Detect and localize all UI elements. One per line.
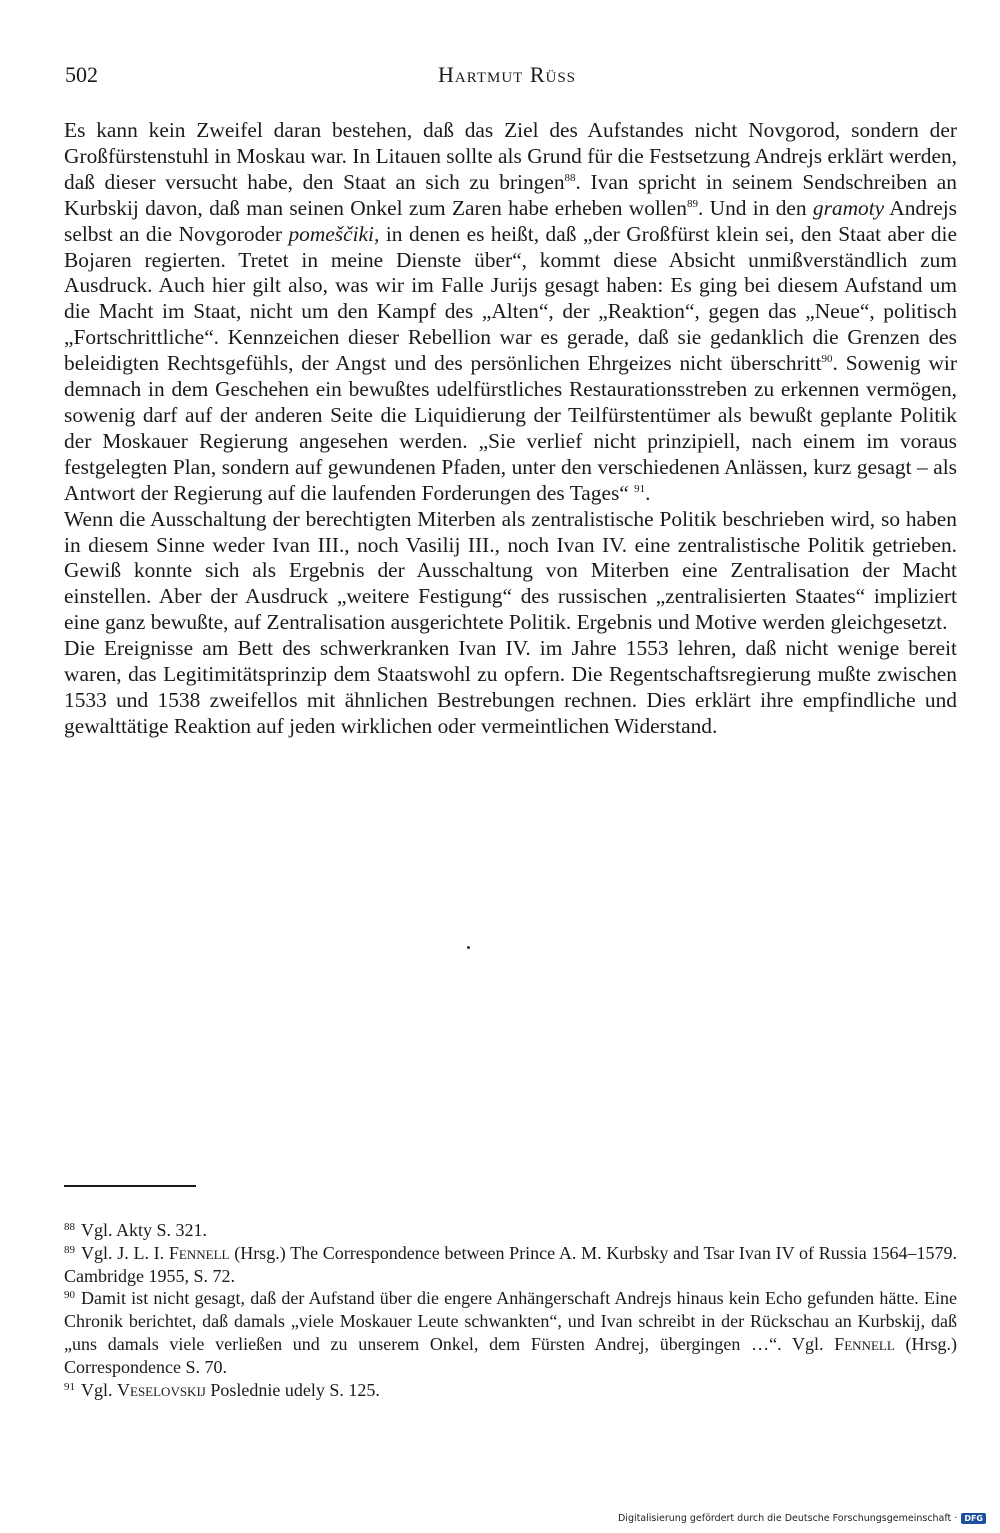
- footnote-ref-88[interactable]: 88: [564, 171, 576, 184]
- footnotes: [64, 1219, 957, 1401]
- dfg-logo: DFG: [961, 1513, 986, 1524]
- footnote-88: $^{88}$ Vgl. Akty S. 321.: [64, 1220, 208, 1240]
- footnote-ref-91[interactable]: 91: [634, 482, 646, 495]
- footnote-89: $^{89}$ Vgl. J. L. I. Fennell (Hrsg.) The Correspondence between Prince A. M. Kurbsky and Tsar Ivan IV of Russia 1564–1579. Cambridge 1955, S. 72.: [64, 1242, 957, 1286]
- running-head: Hartmut Rüss: [438, 62, 577, 87]
- main-text: [64, 118, 957, 740]
- paragraph-1: Es kann kein Zweifel daran bestehen, daß das Ziel des Aufstandes nicht Novgorod, sondern der Großfürstenstuhl in Moskau war. In Litauen sollte als Grund für die Festsetzung Andrejs erklärt werden, daß dieser versucht habe, den Staat an sich zu bringen$^{88}$. Ivan spricht in seinem Sendschreiben an Kurbskij davon, daß man seinen Onkel zum Zaren habe erheben wollen$^{89}$. Und in den gramoty Andrejs selbst an die Novgoroder pomeščiki, in denen es heißt, daß „der Großfürst klein sei, den Staat aber die Bojaren regierten. Tretet in meine Dienste über“, kommt diese Absicht unmißverständlich zum Ausdruck. Auch hier gilt also, was wir im Falle Jurijs gesagt haben: Es ging bei diesem Aufstand um die Macht im Staat, nicht um den Kampf des „Alten“, der „Reaktion“, gegen das „Neue“, politisch „Fortschrittliche“. Kennzeichen dieser Rebellion war es gerade, daß sie gedanklich die Grenzen des beleidigten Rechtsgefühls, der Angst und des persönlichen Ehrgeizes nicht überschritt$^{90}$. Sowenig wir demnach in dem Geschehen ein bewußtes udelfürstliches Restaurationsstreben zu erkennen vermögen, sowenig darf auf der anderen Seite die Liquidierung der Teilfürstentümer als bewußt geplante Politik der Moskauer Regierung angesehen werden. „Sie verlief nicht prinzipiell, nach einem im voraus festgelegten Plan, sondern auf gewundenen Pfaden, unter den verschiedenen Anlässen, kurz gesagt – als Antwort der Regierung auf die laufenden Forderungen des Tages“ $^{91}$.: [64, 118, 958, 505]
- credit-text: Digitalisierung gefördert durch die Deutsche Forschungsgemeinschaft ·: [617, 1513, 958, 1524]
- page-number: 502: [65, 62, 98, 87]
- footnote-ref-90[interactable]: 90: [821, 353, 833, 366]
- paragraph-3: Die Ereignisse am Bett des schwerkranken Ivan IV. im Jahre 1553 lehren, daß nicht wenige bereit waren, das Legitimitätsprinzip dem Staatswohl zu opfern. Die Regentschaftsregierung mußte zwischen 1533 und 1538 zweifellos mit ähnlichen Bestrebungen rechnen. Dies erklärt ihre empfindliche und gewalttätige Reaktion auf jeden wirklichen oder vermeintlichen Widerstand.: [64, 636, 957, 738]
- footnote-91: $^{91}$ Vgl. Veselovskij Poslednie udely S. 125.: [64, 1379, 380, 1400]
- footnote-ref-89[interactable]: 89: [687, 197, 698, 210]
- paragraph-2: Wenn die Ausschaltung der berechtigten Miterben als zentralistische Politik beschrieben wird, so haben in diesem Sinne weder Ivan III., noch Vasilij III., noch Ivan IV. eine zentralistische Politik getrieben. Gewiß konnte sich als Ergebnis der Ausschaltung von Miterben eine Zentralisation der Macht einstellen. Aber der Ausdruck „weitere Festigung“ des russischen „zentralisierten Staates“ impliziert eine ganz bewußte, auf Zentralisation ausgerichtete Politik. Ergebnis und Motive werden gleichgesetzt.: [64, 506, 957, 635]
- stray-mark: [467, 946, 470, 949]
- digitization-credit: [618, 1513, 986, 1524]
- footnote-divider: [64, 1185, 196, 1187]
- page-header: [65, 62, 935, 92]
- footnote-90: $^{90}$ Damit ist nicht gesagt, daß der Aufstand über die engere Anhängerschaft Andrejs hinaus kein Echo gefunden hätte. Eine Chronik berichtet, daß damals „viele Moskauer Leute schwankten“, und Ivan schreibt in der Rückschau an Kurbskij, daß „uns damals viele verließen und zu unserem Onkel, dem Fürsten Andrej, übergingen …“. Vgl. Fennell (Hrsg.) Correspondence S. 70.: [64, 1288, 957, 1377]
